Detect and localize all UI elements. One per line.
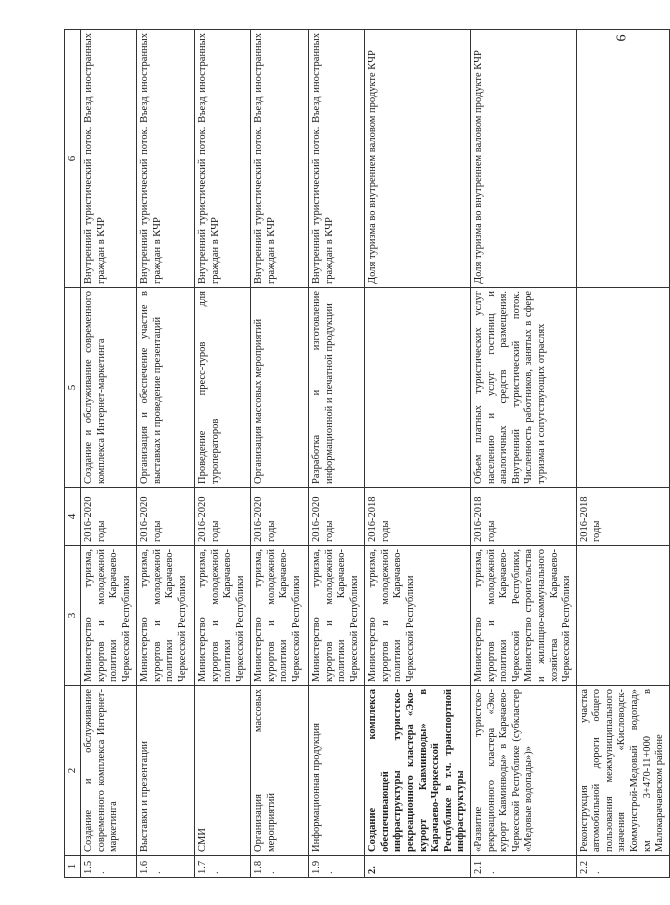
expected-result-cell: Проведение пресс-туров для туроператоров	[195, 288, 251, 488]
expected-result-cell: Разработка и изготовление информационной и печатной продукции	[309, 288, 365, 488]
indicator-cell: Внутренний туристический поток. Въезд иностранных граждан в КЧР	[81, 30, 137, 288]
indicator-cell: Внутренний туристический поток. Въезд иностранных граждан в КЧР	[195, 30, 251, 288]
table-row	[309, 30, 365, 878]
period-cell: 2016-2020 годы	[81, 488, 137, 546]
program-table	[64, 29, 670, 878]
table-row	[137, 30, 195, 878]
activity-name-cell: «Развитие туристско-рекреационного кластера «Эко-курорт Кавминводы» в Карачаево-Черкесской Республике (субкластер «Медовые водопады»)»	[470, 686, 576, 856]
indicator-cell	[576, 30, 669, 288]
activity-name-cell: Информационная продукция	[309, 686, 365, 856]
table-row	[365, 30, 471, 878]
executor-cell: Министерство туризма, курортов и молодежной политики Карачаево-Черкесской Республики	[365, 546, 471, 686]
header-col-4: 4	[65, 488, 81, 546]
row-number-cell: 1.9.	[309, 856, 365, 878]
executor-cell	[576, 546, 669, 686]
row-number-cell: 1.8.	[251, 856, 309, 878]
expected-result-cell: Организация массовых мероприятий	[251, 288, 309, 488]
activity-name-cell: Создание комплекса обеспечивающей инфраструктуры туристско-рекреационного кластера «Эко-курорт Кавминводы» в Карачаево-Черкесской Республике в т.ч. транспортной инфраструктуры	[365, 686, 471, 856]
row-number-cell: 2.1.	[470, 856, 576, 878]
page-number: 6	[614, 34, 630, 42]
period-cell: 2016-2020 годы	[251, 488, 309, 546]
executor-cell: Министерство туризма, курортов и молодежной политики Карачаево-Черкесской Республики	[309, 546, 365, 686]
header-col-6: 6	[65, 30, 81, 288]
period-cell: 2016-2020 годы	[137, 488, 195, 546]
row-number-cell: 1.6.	[137, 856, 195, 878]
table-row	[81, 30, 137, 878]
row-number-cell: 2.2.	[576, 856, 669, 878]
rotated-page	[64, 30, 666, 878]
period-cell: 2016-2020 годы	[309, 488, 365, 546]
header-row	[65, 30, 81, 878]
activity-name-cell: СМИ	[195, 686, 251, 856]
indicator-cell: Внутренний туристический поток. Въезд иностранных граждан в КЧР	[309, 30, 365, 288]
executor-cell: Министерство туризма, курортов и молодежной политики Карачаево-Черкесской Республики	[81, 546, 137, 686]
table-row	[195, 30, 251, 878]
period-cell: 2016-2018 годы	[470, 488, 576, 546]
row-number-cell: 1.5.	[81, 856, 137, 878]
executor-cell: Министерство туризма, курортов и молодежной политики Карачаево-Черкесской Республики, Министерство строительства и жилищно-коммунального хозяйства Карачаево-Черкесской Республики	[470, 546, 576, 686]
activity-name-cell: Реконструкция участка автомобильной дороги общего пользования межмуниципального значения «Кисловодск-Коммунстрой-Медовый водопад» км 3+470-11+000 в Малокарачаевском районе	[576, 686, 669, 856]
header-col-1: 1	[65, 856, 81, 878]
expected-result-cell	[365, 288, 471, 488]
indicator-cell: Доля туризма во внутреннем валовом продукте КЧР	[470, 30, 576, 288]
executor-cell: Министерство туризма, курортов и молодежной политики Карачаево-Черкесской Республики	[195, 546, 251, 686]
table-row	[576, 30, 669, 878]
indicator-cell: Внутренний туристический поток. Въезд иностранных граждан в КЧР	[137, 30, 195, 288]
header-col-5: 5	[65, 288, 81, 488]
indicator-cell: Внутренний туристический поток. Въезд иностранных граждан в КЧР	[251, 30, 309, 288]
expected-result-cell	[576, 288, 669, 488]
executor-cell: Министерство туризма, курортов и молодежной политики Карачаево-Черкесской Республики	[251, 546, 309, 686]
activity-name-cell: Создание и обслуживание современного комплекса Интернет-маркетинга	[81, 686, 137, 856]
row-number-cell: 1.7.	[195, 856, 251, 878]
expected-result-cell: Создание и обслуживание современного комплекса Интернет-маркетинга	[81, 288, 137, 488]
row-number-cell: 2.	[365, 856, 471, 878]
period-cell: 2016-2018 годы	[365, 488, 471, 546]
activity-name-cell: Организация массовых мероприятий	[251, 686, 309, 856]
activity-name-cell: Выставки и презентации	[137, 686, 195, 856]
period-cell: 2016-2018 годы	[576, 488, 669, 546]
table-row	[251, 30, 309, 878]
expected-result-cell: Объем платных туристических услуг населению и услуг гостиниц и аналогичных средств размещения. Внутренний туристический поток. Численность работников, занятых в сфере туризма и сопутствующих отраслях	[470, 288, 576, 488]
rotated-content	[64, 30, 666, 878]
indicator-cell: Доля туризма во внутреннем валовом продукте КЧР	[365, 30, 471, 288]
table-row	[470, 30, 576, 878]
header-col-3: 3	[65, 546, 81, 686]
header-col-2: 2	[65, 686, 81, 856]
period-cell: 2016-2020 годы	[195, 488, 251, 546]
expected-result-cell: Организация и обеспечение участие в выставках и проведение презентаций	[137, 288, 195, 488]
executor-cell: Министерство туризма, курортов и молодежной политики Карачаево-Черкесской Республики	[137, 546, 195, 686]
table-body	[81, 30, 670, 878]
